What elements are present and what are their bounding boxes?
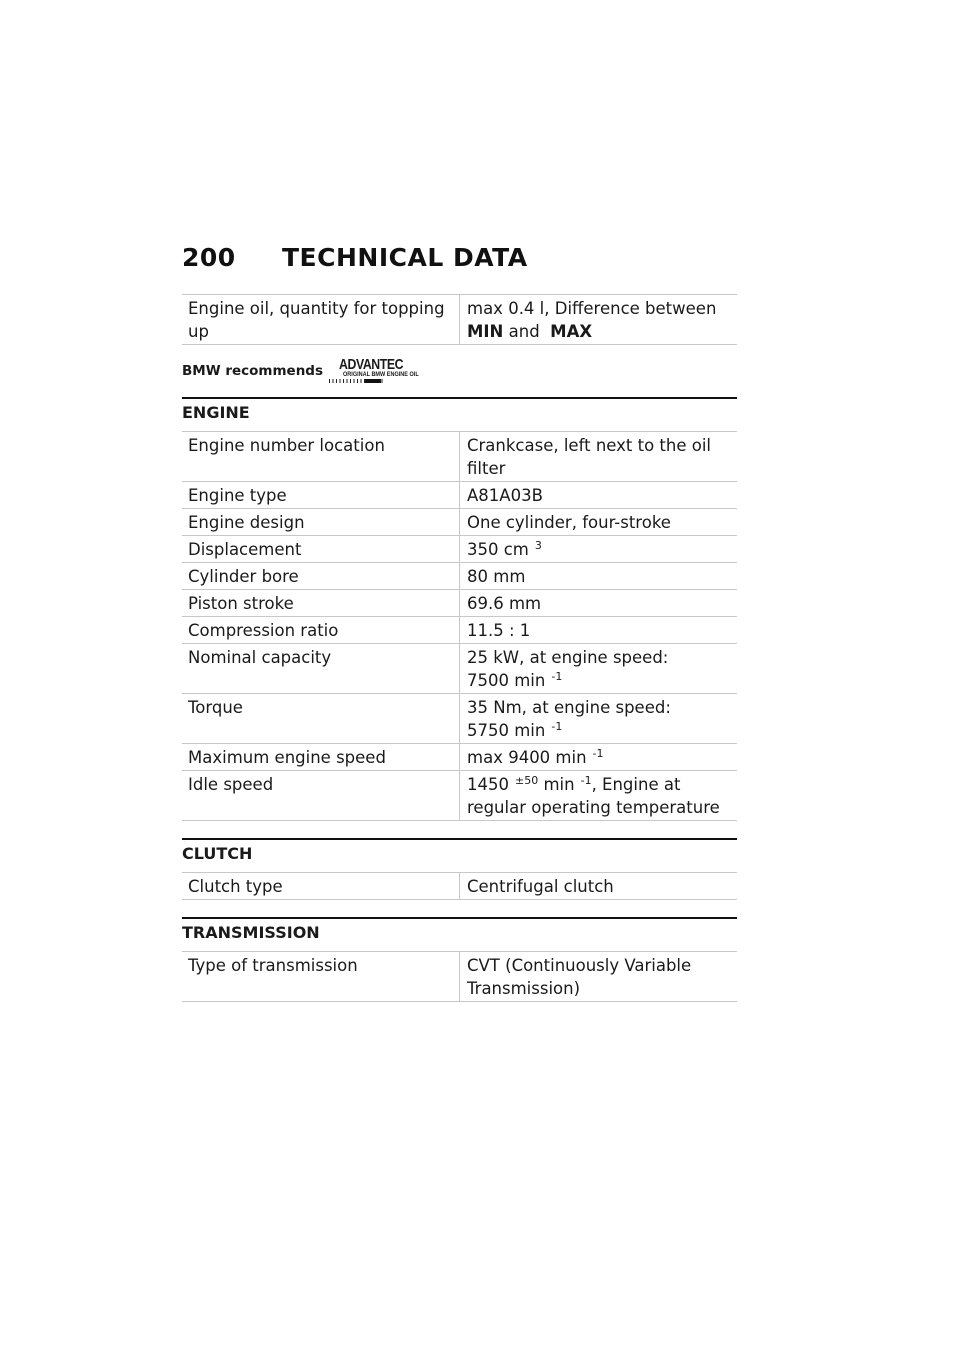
spec-label: Displacement [182, 536, 460, 563]
spec-value-text: 25 kW, at engine speed: [467, 648, 669, 667]
spec-label: Clutch type [182, 873, 460, 900]
table-row [182, 536, 737, 563]
spec-label: Idle speed [182, 771, 460, 821]
page-number: 200 [182, 243, 236, 272]
spec-label: Engine design [182, 509, 460, 536]
spec-value: Crankcase, left next to the oil filter [460, 432, 738, 482]
table-row [182, 952, 737, 1002]
superscript: -1 [551, 719, 563, 733]
spec-value-text: min [543, 775, 575, 794]
superscript: -1 [551, 669, 563, 683]
spec-label: Cylinder bore [182, 563, 460, 590]
section-title-engine: ENGINE [182, 397, 737, 431]
table-row [182, 694, 737, 744]
table-row [182, 432, 737, 482]
superscript: -1 [592, 746, 604, 760]
spec-value-text: , Engine at [591, 775, 681, 794]
logo-subtitle: ORIGINAL BMW ENGINE OIL [343, 371, 419, 378]
table-row [182, 771, 737, 821]
spec-value [460, 694, 738, 744]
clutch-table [182, 872, 737, 900]
table-row [182, 617, 737, 644]
oil-table [182, 294, 737, 345]
spec-label: Nominal capacity [182, 644, 460, 694]
spec-value: One cylinder, four-stroke [460, 509, 738, 536]
table-row [182, 295, 737, 345]
spec-value [460, 771, 738, 821]
spec-label: Maximum engine speed [182, 744, 460, 771]
spec-label: Compression ratio [182, 617, 460, 644]
spec-value: 69.6 mm [460, 590, 738, 617]
superscript: -1 [580, 773, 592, 787]
spec-value [460, 295, 738, 345]
spec-value-text: 350 cm [467, 540, 529, 559]
superscript: 3 [534, 538, 542, 552]
min-marker: MIN [467, 322, 504, 341]
spec-value [460, 536, 738, 563]
spec-value-text: and [508, 322, 540, 341]
spec-value-text: 5750 min [467, 721, 546, 740]
table-row [182, 563, 737, 590]
spec-label: Torque [182, 694, 460, 744]
spec-value [460, 744, 738, 771]
page-title: TECHNICAL DATA [282, 243, 528, 272]
spec-value: Centrifugal clutch [460, 873, 738, 900]
spec-value: CVT (Continuously Variable Transmission) [460, 952, 738, 1002]
spec-value-text: max 9400 min [467, 748, 587, 767]
oil-recommendation [182, 345, 737, 397]
section-title-clutch: CLUTCH [182, 838, 737, 872]
spec-value-text: regular operating temperature [467, 798, 720, 817]
logo-brand: ADVANTEC [339, 356, 404, 373]
recommend-text: BMW recommends [182, 363, 324, 379]
spec-label: Engine oil, quantity for topping up [182, 295, 460, 345]
section-title-transmission: TRANSMISSION [182, 917, 737, 951]
transmission-table [182, 951, 737, 1002]
spec-value-text: max 0.4 l, Difference between [467, 299, 717, 318]
spec-value: A81A03B [460, 482, 738, 509]
logo-bar [365, 379, 381, 383]
spec-label: Type of transmission [182, 952, 460, 1002]
spec-label: Engine type [182, 482, 460, 509]
spec-value-text: 35 Nm, at engine speed: [467, 698, 671, 717]
content [182, 294, 737, 1002]
table-row [182, 873, 737, 900]
spec-label: Piston stroke [182, 590, 460, 617]
spec-value: 11.5 : 1 [460, 617, 738, 644]
table-row [182, 482, 737, 509]
spec-value: 80 mm [460, 563, 738, 590]
spec-value-text: 7500 min [467, 671, 546, 690]
table-row [182, 644, 737, 694]
table-row [182, 744, 737, 771]
spec-value [460, 644, 738, 694]
spec-label: Engine number location [182, 432, 460, 482]
max-marker: MAX [550, 322, 593, 341]
superscript: ±50 [515, 773, 539, 787]
advantec-logo [329, 356, 429, 386]
spec-value-text: 1450 [467, 775, 509, 794]
engine-table [182, 431, 737, 821]
page-header [182, 243, 528, 272]
table-row [182, 590, 737, 617]
table-row [182, 509, 737, 536]
